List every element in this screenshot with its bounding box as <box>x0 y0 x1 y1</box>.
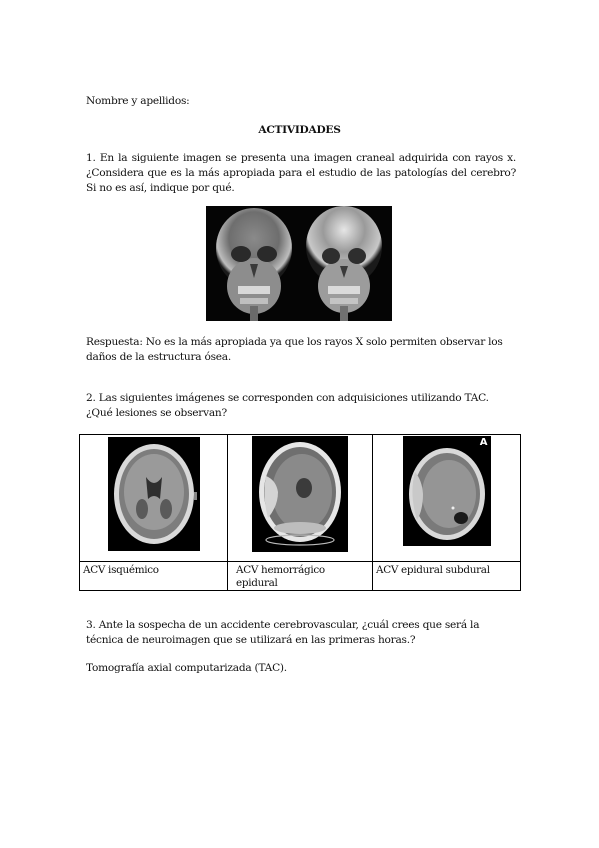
ct-scan-hemorrhagic-image <box>252 436 348 552</box>
table-cell-image-1 <box>80 435 228 562</box>
question-1-answer: Respuesta: No es la más apropiada ya que los rayos X solo permiten observar los daños de la estructura ósea. <box>86 336 503 363</box>
label-subdural: ACV epidural subdural <box>373 562 521 591</box>
label-ischemic: ACV isquémico <box>80 562 228 591</box>
label-hemorrhagic: ACV hemorrágico epidural <box>228 562 373 591</box>
ct-scan-subdural-image <box>403 436 491 546</box>
ct-scans-table <box>79 434 521 591</box>
question-1-text: 1. En la siguiente imagen se presenta una imagen craneal adquirida con rayos x. ¿Considera que es la más apropiada para el estudio de las patologías del cerebro? Si no es así, indique por qué. <box>86 152 516 194</box>
page-title: ACTIVIDADES <box>258 124 341 136</box>
table-cell-image-2 <box>228 435 373 562</box>
name-label: Nombre y apellidos: <box>86 95 190 107</box>
question-2-text: 2. Las siguientes imágenes se corresponden con adquisiciones utilizando TAC. ¿Qué lesiones se observan? <box>86 392 489 419</box>
question-3-answer: Tomografía axial computarizada (TAC). <box>86 662 287 674</box>
image-marker-label: A <box>479 437 488 448</box>
table-cell-image-3 <box>373 435 521 562</box>
ct-scan-ischemic-image <box>108 437 200 551</box>
skull-xray-image <box>206 206 392 321</box>
question-3-text: 3. Ante la sospecha de un accidente cerebrovascular, ¿cuál crees que será la técnica de neuroimagen que se utilizará en las primeras horas.? <box>86 619 480 646</box>
